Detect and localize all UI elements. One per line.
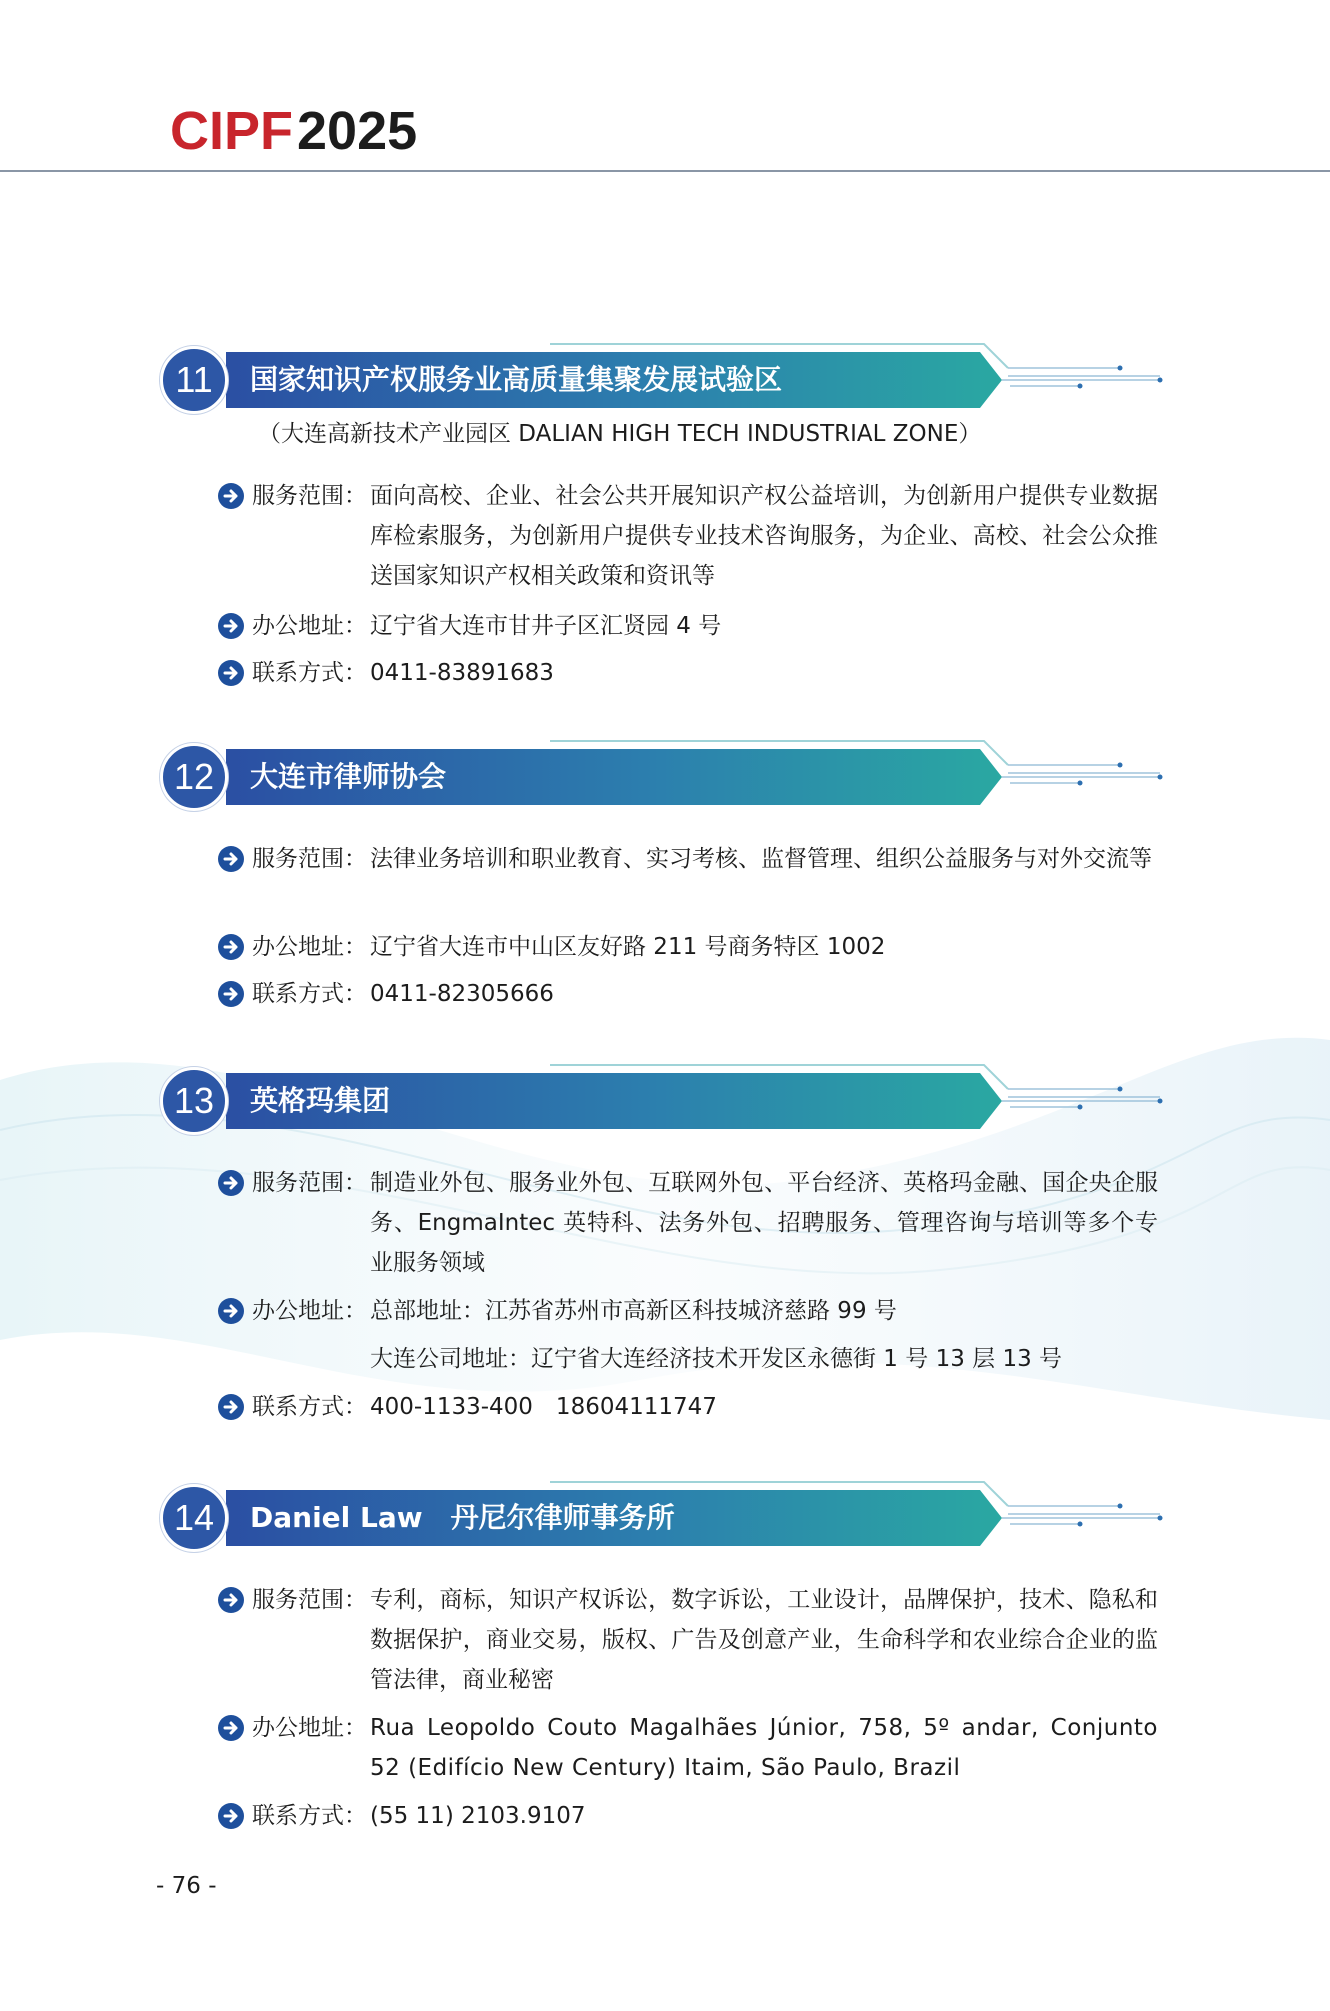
section-banner	[160, 340, 1170, 420]
arrow-right-icon	[218, 613, 244, 639]
row-value: 面向高校、企业、社会公共开展知识产权公益培训，为创新用户提供专业数据库检索服务，为创新用户提供专业技术咨询服务，为企业、高校、社会公众推送国家知识产权相关政策和资讯等	[370, 483, 1158, 589]
section-subtitle: （大连高新技术产业园区 DALIAN HIGH TECH INDUSTRIAL ZONE）	[258, 421, 982, 447]
arrow-right-icon	[218, 934, 244, 960]
section-number-badge: 12	[160, 743, 228, 811]
logo-year-text: 2025	[297, 101, 418, 161]
arrow-right-icon	[218, 846, 244, 872]
page-number: - 76 -	[156, 1873, 217, 1899]
row-label: 服务范围：	[252, 483, 367, 509]
arrow-right-icon	[218, 1587, 244, 1613]
arrow-right-icon	[218, 1715, 244, 1741]
arrow-right-icon	[218, 981, 244, 1007]
row-value: 辽宁省大连市中山区友好路 211 号商务特区 1002	[370, 934, 886, 960]
section-title: 大连市律师协会	[250, 760, 447, 793]
row-value: (55 11) 2103.9107	[370, 1803, 586, 1829]
row-value-secondary: 大连公司地址：辽宁省大连经济技术开发区永德街 1 号 13 层 13 号	[370, 1346, 1063, 1372]
cipf-logo	[170, 101, 418, 161]
arrow-right-icon	[218, 1803, 244, 1829]
row-value: 专利，商标，知识产权诉讼，数字诉讼，工业设计，品牌保护，技术、隐私和数据保护，商业交易，版权、广告及创意产业，生命科学和农业综合企业的监管法律，商业秘密	[370, 1587, 1158, 1693]
section-banner	[160, 1478, 1170, 1558]
row-value: 0411-83891683	[370, 660, 554, 686]
section-banner	[160, 737, 1170, 817]
row-value: Rua Leopoldo Couto Magalhães Júnior, 758, 5º andar, Conjunto 52 (Edifício New Century) Itaim, São Paulo, Brazil	[370, 1715, 1158, 1781]
section-banner	[160, 1061, 1170, 1141]
arrow-right-icon	[218, 1298, 244, 1324]
row-label: 服务范围：	[252, 1587, 367, 1613]
row-label: 办公地址：	[252, 1715, 367, 1741]
section-number-badge: 14	[160, 1484, 228, 1552]
section-title: Daniel Law 丹尼尔律师事务所	[250, 1501, 675, 1534]
logo-cipf-text: CIPF	[170, 101, 294, 161]
section-title: 英格玛集团	[250, 1084, 391, 1117]
arrow-right-icon	[218, 1394, 244, 1420]
row-label: 服务范围：	[252, 1170, 367, 1196]
row-label: 办公地址：	[252, 613, 367, 639]
section-number-badge: 11	[160, 346, 228, 414]
row-label: 服务范围：	[252, 846, 367, 872]
arrow-right-icon	[218, 1170, 244, 1196]
row-label: 办公地址：	[252, 1298, 367, 1324]
row-label: 联系方式：	[252, 1803, 367, 1829]
arrow-right-icon	[218, 483, 244, 509]
header-divider	[0, 170, 1330, 172]
row-label: 办公地址：	[252, 934, 367, 960]
row-value: 总部地址：江苏省苏州市高新区科技城济慈路 99 号	[370, 1298, 897, 1324]
row-value: 制造业外包、服务业外包、互联网外包、平台经济、英格玛金融、国企央企服务、EngmaIntec 英特科、法务外包、招聘服务、管理咨询与培训等多个专业服务领域	[370, 1170, 1158, 1276]
row-value: 法律业务培训和职业教育、实习考核、监督管理、组织公益服务与对外交流等	[370, 846, 1152, 872]
row-value: 辽宁省大连市甘井子区汇贤园 4 号	[370, 613, 722, 639]
arrow-right-icon	[218, 660, 244, 686]
row-label: 联系方式：	[252, 981, 367, 1007]
section-title: 国家知识产权服务业高质量集聚发展试验区	[250, 363, 783, 396]
row-label: 联系方式：	[252, 1394, 367, 1420]
row-label: 联系方式：	[252, 660, 367, 686]
row-value: 0411-82305666	[370, 981, 554, 1007]
row-value: 400-1133-400 18604111747	[370, 1394, 717, 1420]
section-number-badge: 13	[160, 1067, 228, 1135]
